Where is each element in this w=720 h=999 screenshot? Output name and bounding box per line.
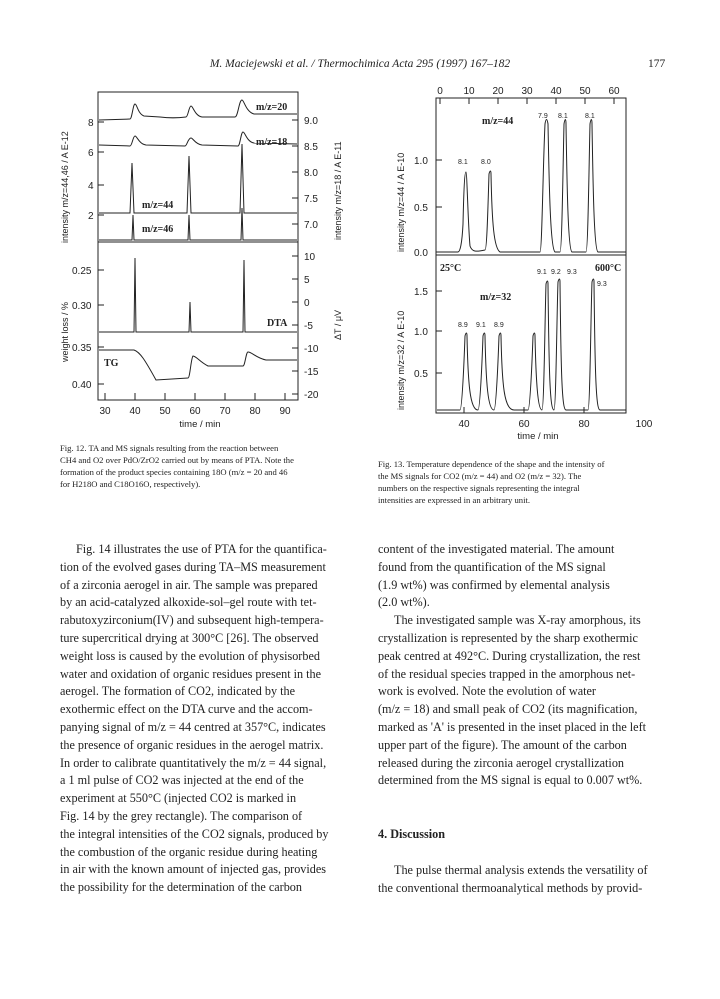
fig13-bottom-y-tick: 1.5	[414, 287, 428, 298]
fig13-bottom-y-tick: 0.5	[414, 369, 428, 380]
fig13-x-tick: 100	[635, 419, 653, 430]
fig13-top-x-tick: 20	[492, 86, 504, 97]
fig12-caption-line: for H218O and C18O16O, respectively).	[60, 479, 201, 489]
body-line: upper part of the figure). The amount of the carbon	[378, 737, 627, 752]
fig13-top-x-tick: 10	[463, 86, 475, 97]
fig13-peak-value: 9.1	[537, 269, 547, 276]
body-line: the possibility for the determination of the carbon	[60, 880, 302, 895]
fig13-peak-value: 8.1	[585, 113, 595, 120]
fig13-top-x-tick: 50	[579, 86, 591, 97]
fig12-dta-tick: 0	[304, 298, 310, 309]
trace-tg	[99, 350, 297, 380]
fig13-caption-line: Fig. 13. Temperature dependence of the shape and the intensity of	[378, 459, 605, 469]
fig12-label-tg: TG	[104, 358, 119, 369]
fig12-label-mz46: m/z=46	[142, 224, 174, 235]
fig13-bottom-frame	[436, 255, 626, 413]
body-line: a 1 ml pulse of CO2 was injected at the end of the	[60, 773, 304, 788]
fig12-dta-tick: -10	[304, 344, 319, 355]
body-line: aerogel. The formation of CO2, indicated by the	[60, 684, 295, 699]
body-line: the combustion of the organic residue during heating	[60, 844, 318, 859]
body-line: The pulse thermal analysis extends the versatility of	[394, 862, 648, 877]
fig12-ms-right-axis-label: intensity m/z=18 / A E-11	[333, 141, 343, 240]
fig12-x-label: time / min	[179, 419, 221, 430]
fig13-top-x-tick: 30	[521, 86, 533, 97]
body-line: experiment at 550°C (injected CO2 is marked in	[60, 791, 297, 806]
fig12-dta-tick: -5	[304, 321, 313, 332]
running-header	[0, 58, 720, 74]
fig13-top-x-tick: 0	[437, 86, 443, 97]
fig13-x-tick: 60	[518, 419, 530, 430]
body-line: water and oxidation of organic residues present in the	[60, 666, 322, 681]
section-heading: 4. Discussion	[378, 827, 446, 842]
body-line: exothermic effect on the DTA curve and the accom-	[60, 702, 313, 717]
body-line: Fig. 14 by the grey rectangle). The comparison of	[60, 808, 303, 823]
body-line: rabutoxyzirconium(IV) and subsequent high-tempera-	[60, 613, 324, 628]
body-line: by an acid-catalyzed alkoxide-sol–gel route with tet-	[60, 595, 317, 610]
fig12-ms-right-tick: 8.5	[304, 142, 318, 153]
fig12-ms-tick: 8	[88, 118, 94, 129]
body-line: content of the investigated material. The amount	[378, 542, 615, 556]
body-line: weight loss is caused by the evolution of physisorbed	[60, 648, 320, 663]
body-column-right	[378, 541, 664, 898]
fig12-caption-line: formation of the product species containing 18O (m/z = 20 and 46	[60, 467, 288, 477]
fig12-dta-axis-label: ΔT / μV	[333, 309, 343, 340]
body-line: (1.9 wt%) was confirmed by elemental analysis	[378, 577, 610, 592]
body-line: tion of the evolved gases during TA–MS measurement	[60, 559, 326, 574]
fig13-bottom-y-tick: 1.0	[414, 327, 428, 338]
body-line: (2.0 wt%).	[378, 595, 430, 610]
fig13-x-label: time / min	[517, 431, 559, 442]
fig12-x-tick: 30	[99, 406, 111, 417]
body-line: released during the zirconia aerogel crystallization	[378, 755, 625, 770]
fig13-peak-value: 9.2	[551, 269, 561, 276]
fig13-x-tick: 40	[458, 419, 470, 430]
fig12-x-tick: 50	[159, 406, 171, 417]
body-line: The investigated sample was X-ray amorphous, its	[394, 613, 641, 628]
fig13-temp-right: 600°C	[595, 263, 622, 274]
fig13-peak-value: 9.1	[476, 322, 486, 329]
body-line: of a zirconia aerogel in air. The sample was prepared	[60, 577, 318, 592]
fig12-x-tick: 70	[219, 406, 231, 417]
fig13-peak-value: 8.1	[558, 113, 568, 120]
fig12-dta-tick: -20	[304, 390, 319, 401]
fig13-peak-value: 7.9	[538, 113, 548, 120]
fig13-top-x-tick: 60	[608, 86, 620, 97]
fig13-top-y-tick: 0.0	[414, 248, 428, 259]
body-line: the presence of organic residues in the aerogel matrix.	[60, 737, 324, 752]
fig12-x-tick: 80	[249, 406, 261, 417]
fig12-ms-right-tick: 7.0	[304, 220, 318, 231]
body-line: determined from the MS signal is equal to 0.007 wt%.	[378, 773, 643, 788]
fig12-dta-tick: 10	[304, 252, 316, 263]
fig13-caption	[378, 458, 662, 506]
trace-mz32-o2	[437, 279, 626, 410]
fig13-top-y-tick: 0.5	[414, 203, 428, 214]
figure-12	[60, 90, 345, 435]
fig13-bottom-trace-label: m/z=32	[480, 292, 512, 303]
trace-mz44-co2	[437, 120, 626, 253]
fig13-peak-value: 9.3	[567, 269, 577, 276]
fig12-label-mz18: m/z=18	[256, 137, 288, 148]
fig12-x-tick: 40	[129, 406, 141, 417]
fig12-x-tick: 90	[279, 406, 291, 417]
fig12-ms-axis-label: intensity m/z=44,46 / A E-12	[60, 131, 70, 243]
running-title: M. Maciejewski et al. / Thermochimica Acta 295 (1997) 167–182	[209, 58, 511, 70]
fig12-tg-tick: 0.40	[72, 380, 92, 391]
fig13-top-x-tick: 40	[550, 86, 562, 97]
fig13-top-trace-label: m/z=44	[482, 116, 514, 127]
trace-mz44	[99, 144, 297, 213]
fig13-peak-value: 8.0	[481, 159, 491, 166]
fig12-caption	[60, 442, 346, 490]
figure-13	[390, 84, 660, 446]
body-line: the integral intensities of the CO2 signals, produced by	[60, 826, 329, 841]
body-line: crystallization is represented by the sharp exothermic	[378, 630, 638, 645]
fig13-peak-value: 9.3	[597, 281, 607, 288]
fig13-x-tick: 80	[578, 419, 590, 430]
body-line: peak centred at 492°C. During crystallization, the rest	[378, 648, 641, 663]
fig12-dta-tick: 5	[304, 275, 310, 286]
fig12-ms-right-tick: 8.0	[304, 168, 318, 179]
body-line: in air with the known amount of injected gas, provides	[60, 862, 327, 877]
page-number: 177	[648, 58, 666, 70]
fig12-ms-right-tick: 9.0	[304, 116, 318, 127]
body-line: found from the quantification of the MS signal	[378, 559, 606, 574]
fig12-label-mz44: m/z=44	[142, 200, 174, 211]
fig12-tg-tick: 0.30	[72, 301, 92, 312]
fig12-ms-tick: 6	[88, 148, 94, 159]
body-line: panying signal of m/z = 44 centred at 357°C, indicates	[60, 719, 326, 734]
body-line: Fig. 14 illustrates the use of PTA for the quantifica-	[76, 542, 327, 556]
fig12-ms-right-tick: 7.5	[304, 194, 318, 205]
fig12-dta-tick: -15	[304, 367, 319, 378]
fig13-peak-value: 8.9	[458, 322, 468, 329]
fig12-tg-tick: 0.35	[72, 343, 92, 354]
fig12-caption-line: CH4 and O2 over PdO/ZrO2 carried out by means of PTA. Note the	[60, 455, 294, 465]
fig12-x-tick: 60	[189, 406, 201, 417]
fig12-label-dta: DTA	[267, 318, 288, 329]
body-line: ture supercritical drying at 300°C [26]. The observed	[60, 630, 319, 645]
fig12-caption-line: Fig. 12. TA and MS signals resulting from the reaction between	[60, 443, 279, 453]
body-line: work is evolved. Note the evolution of water	[378, 684, 596, 699]
fig12-ms-tick: 2	[88, 211, 94, 222]
body-line: In order to calibrate quantitatively the m/z = 44 signal,	[60, 755, 327, 770]
fig13-top-axis-label: intensity m/z=44 / A E-10	[396, 152, 406, 252]
fig13-peak-value: 8.9	[494, 322, 504, 329]
fig13-top-y-tick: 1.0	[414, 156, 428, 167]
fig13-bottom-axis-label: intensity m/z=32 / A E-10	[396, 310, 406, 410]
body-line: marked as 'A' is presented in the inset placed in the left	[378, 719, 647, 734]
body-column-left	[60, 541, 356, 897]
fig13-caption-line: numbers on the respective signals representing the integral	[378, 483, 580, 493]
body-line: (m/z = 18) and small peak of CO2 (its magnification,	[378, 702, 638, 717]
body-line: of the residual species trapped in the amorphous net-	[378, 666, 636, 681]
fig13-peak-value: 8.1	[458, 159, 468, 166]
fig12-tg-tick: 0.25	[72, 266, 92, 277]
fig13-temp-left: 25°C	[440, 263, 462, 274]
fig12-ms-tick: 4	[88, 181, 94, 192]
fig13-caption-line: the MS signals for CO2 (m/z = 44) and O2 (m/z = 32). The	[378, 471, 582, 481]
fig12-tg-axis-label: weight loss / %	[60, 301, 70, 362]
fig12-label-mz20: m/z=20	[256, 102, 288, 113]
fig13-top-frame	[436, 98, 626, 255]
fig13-caption-line: intensities are expressed in an arbitrary unit.	[378, 495, 531, 505]
body-line: the conventional thermoanalytical methods by provid-	[378, 880, 643, 895]
